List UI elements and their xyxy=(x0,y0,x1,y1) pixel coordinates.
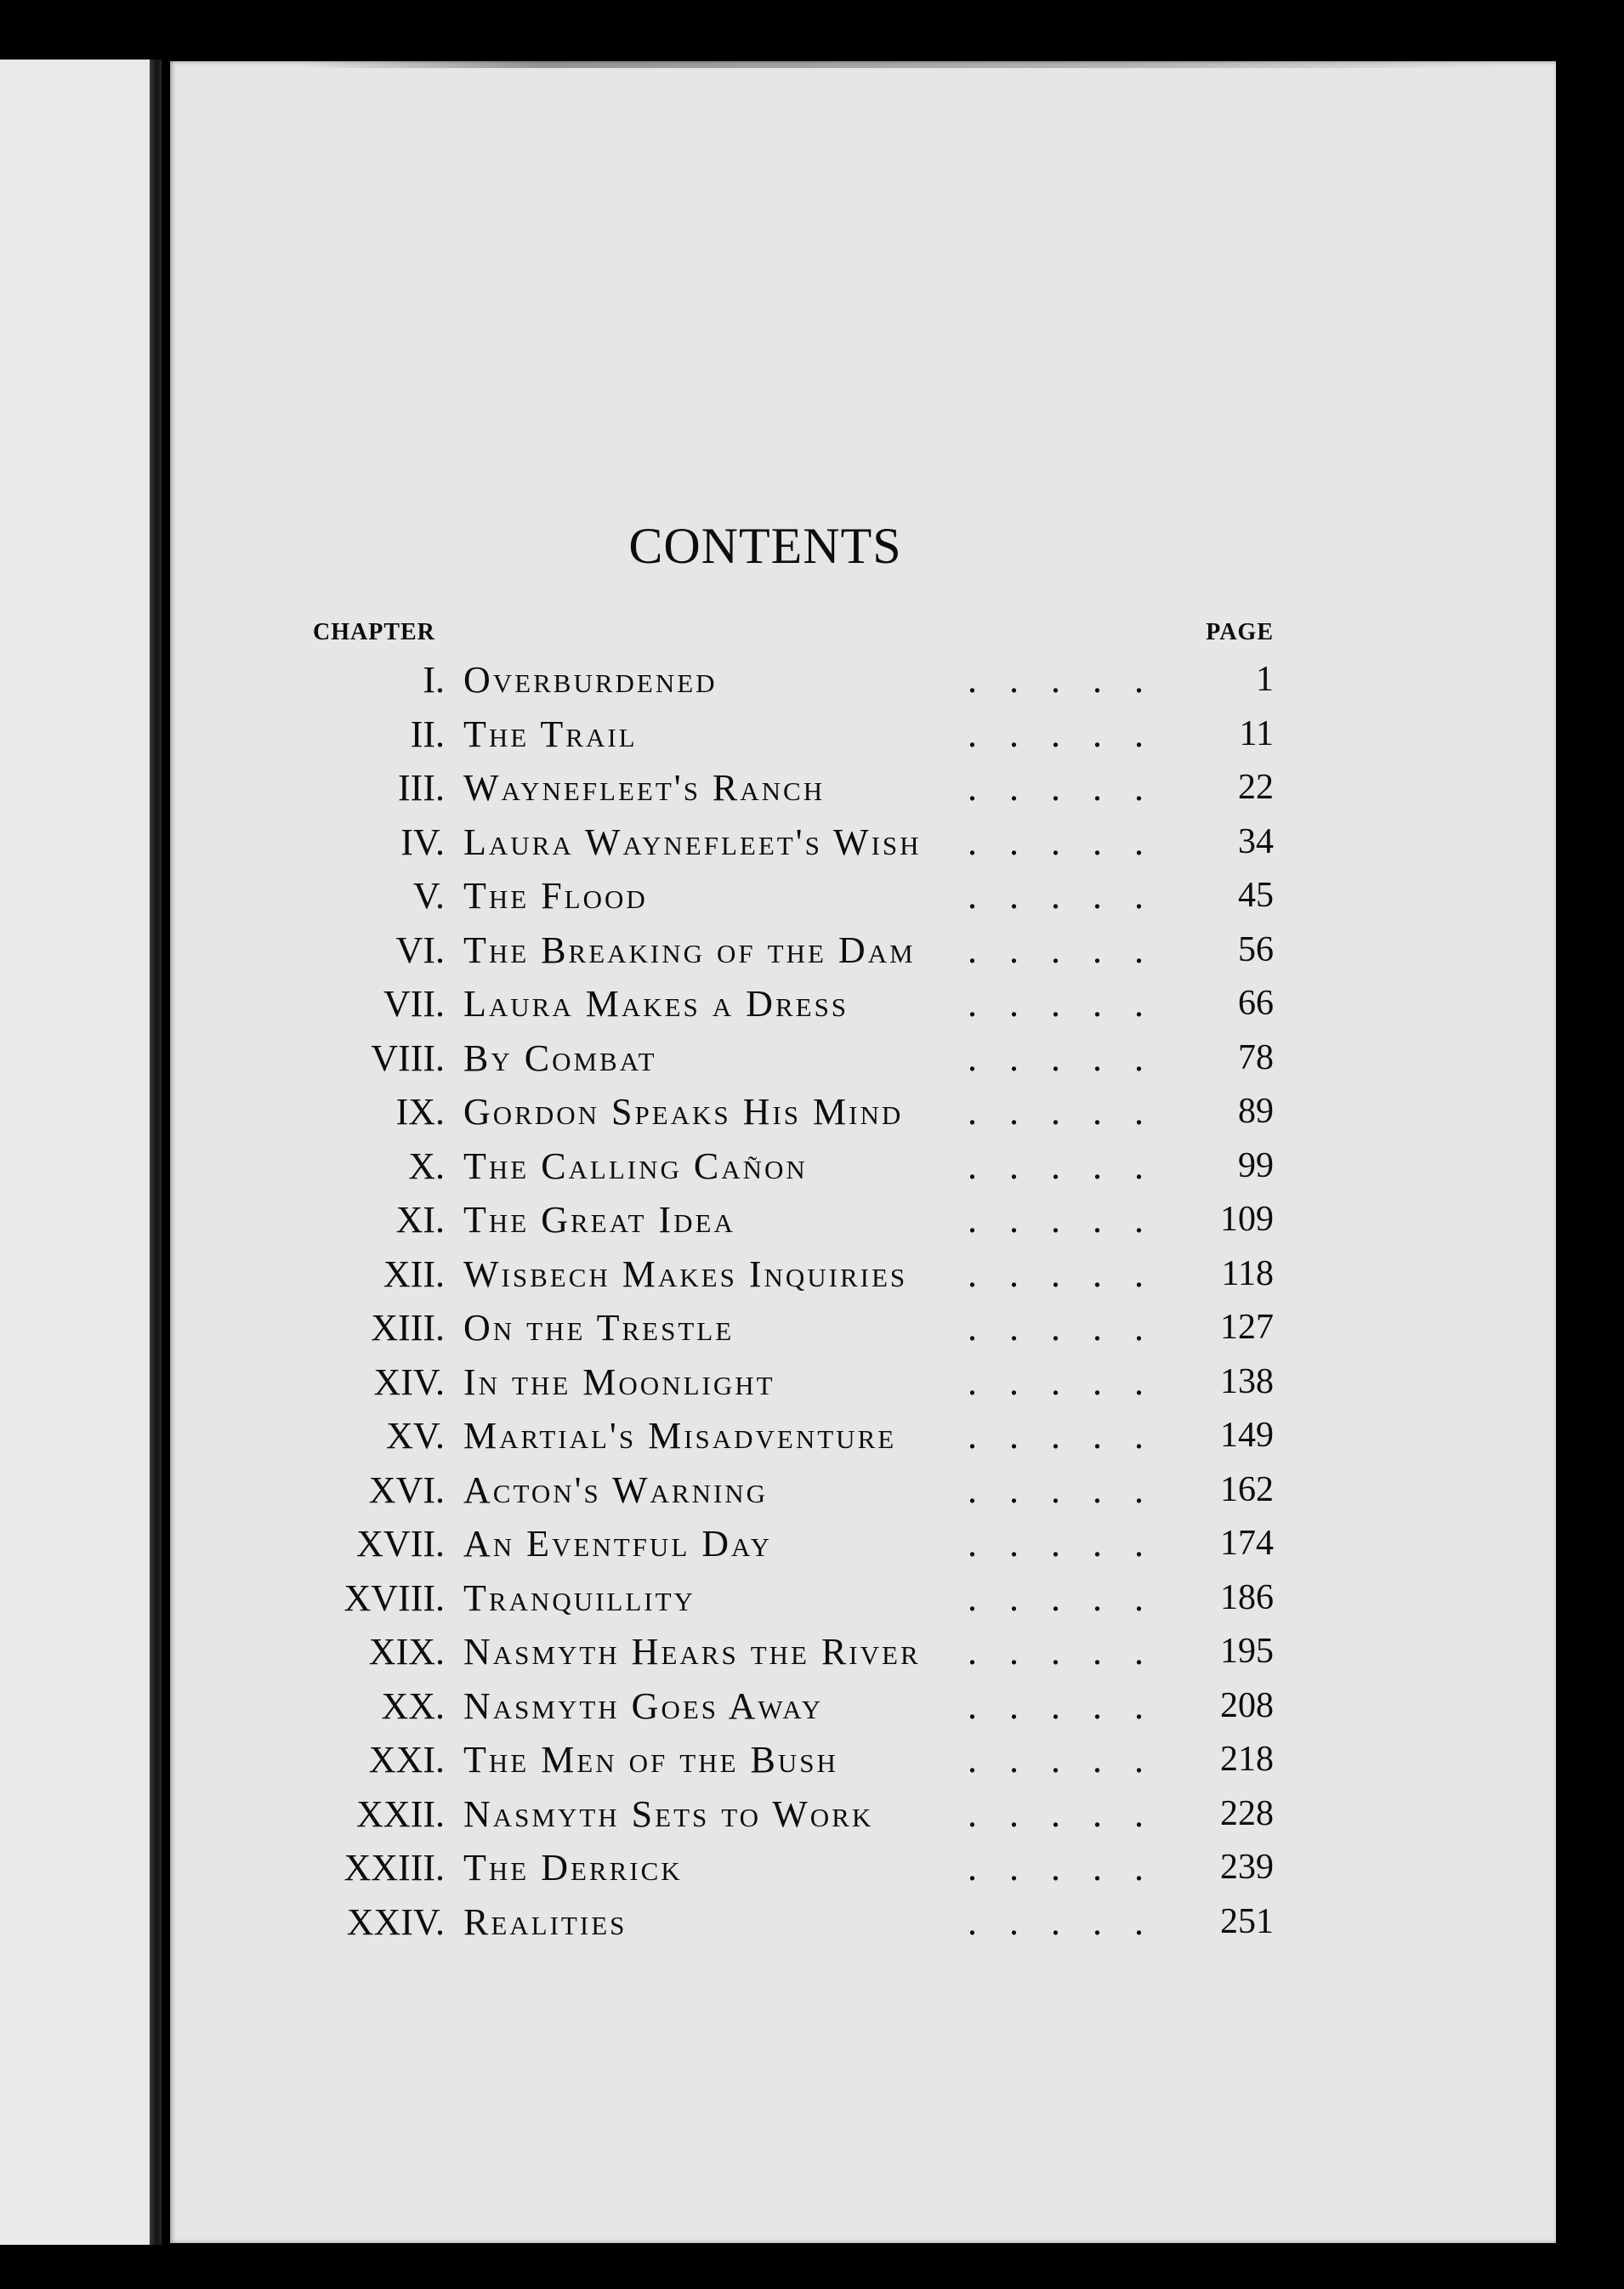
chapter-numeral: VI. xyxy=(395,929,445,971)
leader-dots: ..... xyxy=(968,713,1176,755)
toc-entry xyxy=(313,1463,1274,1518)
leader-dots: ..... xyxy=(968,1037,1176,1079)
chapter-title: Tranquillity xyxy=(463,1576,696,1619)
toc-entry xyxy=(313,653,1274,707)
chapter-title: Waynefleet's Ranch xyxy=(463,767,826,809)
chapter-title: In the Moonlight xyxy=(463,1360,775,1403)
leader-dots: ..... xyxy=(968,1900,1176,1943)
leader-dots: ..... xyxy=(968,767,1176,809)
table-of-contents xyxy=(313,614,1274,1949)
leader-dots: ..... xyxy=(968,1847,1176,1889)
chapter-title: Nasmyth Goes Away xyxy=(463,1684,824,1727)
toc-entry xyxy=(313,1139,1274,1194)
page-number: 218 xyxy=(1220,1740,1274,1779)
toc-entry xyxy=(313,1733,1274,1787)
chapter-title: An Eventful Day xyxy=(463,1523,772,1565)
chapter-numeral: III. xyxy=(398,767,445,809)
chapter-numeral: XIII. xyxy=(371,1307,445,1349)
chapter-column-label: CHAPTER xyxy=(313,619,435,645)
chapter-numeral: VIII. xyxy=(371,1037,445,1079)
chapter-title: The Flood xyxy=(463,875,648,917)
leader-dots: ..... xyxy=(968,1415,1176,1457)
leader-dots: ..... xyxy=(968,1576,1176,1619)
leader-dots: ..... xyxy=(968,1792,1176,1835)
chapter-title: Nasmyth Sets to Work xyxy=(463,1792,874,1835)
chapter-title: The Derrick xyxy=(463,1847,683,1889)
page-number: 22 xyxy=(1238,768,1274,807)
toc-entry xyxy=(313,1517,1274,1571)
chapter-numeral: XI. xyxy=(395,1199,445,1241)
page-number: 89 xyxy=(1238,1092,1274,1131)
chapter-numeral: XXII. xyxy=(356,1792,445,1835)
chapter-numeral: XXI. xyxy=(368,1739,445,1781)
chapter-title: Martial's Misadventure xyxy=(463,1415,897,1457)
chapter-title: Realities xyxy=(463,1900,627,1943)
chapter-numeral: XIX. xyxy=(368,1631,445,1673)
page-number: 186 xyxy=(1220,1577,1274,1617)
chapter-title: Gordon Speaks His Mind xyxy=(463,1091,904,1133)
chapter-numeral: XV. xyxy=(386,1415,445,1457)
chapter-title: Laura Waynefleet's Wish xyxy=(463,821,922,863)
page-number: 66 xyxy=(1238,984,1274,1023)
toc-entry xyxy=(313,1409,1274,1463)
page-number: 1 xyxy=(1256,660,1274,699)
chapter-title: The Trail xyxy=(463,713,638,755)
chapter-numeral: X. xyxy=(408,1144,445,1187)
chapter-title: The Breaking of the Dam xyxy=(463,929,916,971)
chapter-title: Acton's Warning xyxy=(463,1468,769,1511)
facing-page-edge xyxy=(0,60,162,2245)
chapter-numeral: II. xyxy=(410,713,445,755)
page-number: 174 xyxy=(1220,1524,1274,1563)
page-number: 251 xyxy=(1220,1901,1274,1941)
chapter-numeral: VII. xyxy=(383,983,445,1025)
toc-entry xyxy=(313,1085,1274,1139)
page-number: 138 xyxy=(1220,1361,1274,1401)
toc-entry xyxy=(313,1031,1274,1086)
page-title: CONTENTS xyxy=(628,518,902,574)
toc-entry xyxy=(313,1193,1274,1247)
chapter-numeral: XVII. xyxy=(356,1523,445,1565)
toc-entry xyxy=(313,1625,1274,1679)
leader-dots: ..... xyxy=(968,875,1176,917)
page-column-label: PAGE xyxy=(1206,619,1274,645)
toc-entry xyxy=(313,977,1274,1031)
chapter-numeral: XXIII. xyxy=(344,1847,445,1889)
page-number: 78 xyxy=(1238,1037,1274,1077)
toc-entry xyxy=(313,815,1274,870)
chapter-numeral: XXIV. xyxy=(346,1900,445,1943)
page-number: 162 xyxy=(1220,1469,1274,1509)
chapter-numeral: V. xyxy=(412,875,445,917)
chapter-numeral: IX. xyxy=(395,1091,445,1133)
chapter-title: On the Trestle xyxy=(463,1307,735,1349)
leader-dots: ..... xyxy=(968,1199,1176,1241)
book-gutter xyxy=(150,60,162,2245)
leader-dots: ..... xyxy=(968,659,1176,701)
page-number: 45 xyxy=(1238,876,1274,915)
chapter-numeral: XVI. xyxy=(368,1468,445,1511)
leader-dots: ..... xyxy=(968,1144,1176,1187)
page-number: 109 xyxy=(1220,1200,1274,1239)
leader-dots: ..... xyxy=(968,983,1176,1025)
chapter-title: The Great Idea xyxy=(463,1199,735,1241)
leader-dots: ..... xyxy=(968,821,1176,863)
chapter-title: Laura Makes a Dress xyxy=(463,983,849,1025)
chapter-title: Overburdened xyxy=(463,659,718,701)
toc-entry xyxy=(313,761,1274,815)
leader-dots: ..... xyxy=(968,1307,1176,1349)
leader-dots: ..... xyxy=(968,1523,1176,1565)
toc-entry xyxy=(313,1301,1274,1355)
leader-dots: ..... xyxy=(968,929,1176,971)
leader-dots: ..... xyxy=(968,1468,1176,1511)
page-number: 99 xyxy=(1238,1145,1274,1185)
toc-entry xyxy=(313,1247,1274,1302)
scan-shadow xyxy=(298,61,1505,68)
leader-dots: ..... xyxy=(968,1631,1176,1673)
toc-entry xyxy=(313,707,1274,762)
toc-entry xyxy=(313,1895,1274,1950)
leader-dots: ..... xyxy=(968,1091,1176,1133)
toc-entry xyxy=(313,1355,1274,1410)
leader-dots: ..... xyxy=(968,1684,1176,1727)
page-number: 127 xyxy=(1220,1308,1274,1347)
chapter-numeral: XII. xyxy=(383,1252,445,1295)
leader-dots: ..... xyxy=(968,1739,1176,1781)
page-number: 228 xyxy=(1220,1793,1274,1833)
page-number: 149 xyxy=(1220,1416,1274,1455)
page-number: 11 xyxy=(1239,713,1274,753)
chapter-numeral: XX. xyxy=(381,1684,445,1727)
toc-entry xyxy=(313,869,1274,923)
page-number: 195 xyxy=(1220,1632,1274,1671)
chapter-numeral: XIV. xyxy=(373,1360,445,1403)
chapter-title: The Calling Cañon xyxy=(463,1144,808,1187)
toc-entry xyxy=(313,923,1274,978)
chapter-title: By Combat xyxy=(463,1037,657,1079)
leader-dots: ..... xyxy=(968,1360,1176,1403)
chapter-title: The Men of the Bush xyxy=(463,1739,838,1781)
chapter-numeral: XVIII. xyxy=(344,1576,445,1619)
toc-header xyxy=(313,614,1274,653)
page-number: 56 xyxy=(1238,929,1274,969)
page-number: 208 xyxy=(1220,1685,1274,1725)
chapter-title: Wisbech Makes Inquiries xyxy=(463,1252,908,1295)
chapter-numeral: I. xyxy=(423,659,445,701)
toc-entry xyxy=(313,1571,1274,1626)
chapter-title: Nasmyth Hears the River xyxy=(463,1631,921,1673)
leader-dots: ..... xyxy=(968,1252,1176,1295)
toc-entry xyxy=(313,1787,1274,1842)
page-number: 118 xyxy=(1221,1253,1274,1293)
chapter-numeral: IV. xyxy=(400,821,445,863)
toc-entry xyxy=(313,1841,1274,1895)
toc-entry xyxy=(313,1679,1274,1734)
page-number: 239 xyxy=(1220,1848,1274,1887)
page-number: 34 xyxy=(1238,821,1274,861)
